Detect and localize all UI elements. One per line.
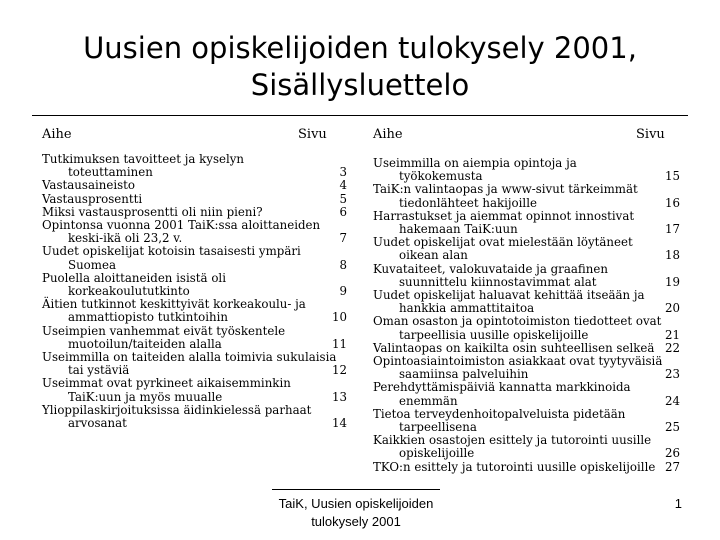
toc-entry bbox=[373, 355, 683, 381]
toc-topic-line: Vastausprosentti bbox=[42, 191, 143, 206]
toc-topic-line: Harrastukset ja aiemmat opinnot innostivat bbox=[373, 208, 635, 223]
toc-entry bbox=[42, 193, 350, 206]
footer-line-2: tulokysely 2001 bbox=[311, 514, 401, 529]
toc-entry bbox=[373, 408, 683, 434]
toc-page-number: 13 bbox=[331, 389, 347, 404]
toc-topic-line: Opintoasiaintoimiston asiakkaat ovat tyytyväisiä bbox=[373, 354, 663, 369]
toc-page-number: 6 bbox=[339, 204, 347, 219]
toc-topic bbox=[42, 179, 350, 192]
toc-entry bbox=[42, 179, 350, 192]
toc-topic-line: Ylioppilaskirjoituksissa äidinkielessä parhaat bbox=[42, 402, 312, 417]
toc-entry bbox=[42, 404, 350, 430]
toc-entry bbox=[42, 298, 350, 324]
toc-topic-line: Uudet opiskelijat kotoisin tasaisesti ympäri bbox=[42, 244, 301, 259]
toc-topic-line: TaiK:n valintaopas ja www-sivut tärkeimmät bbox=[373, 182, 638, 197]
toc-topic-line: Valintaopas on kaikilta osin suhteellisen selkeä bbox=[373, 340, 655, 355]
toc-topic-continuation: hakemaan TaiK:uun bbox=[399, 222, 518, 237]
toc-topic-continuation: tiedonlähteet hakijoille bbox=[399, 195, 537, 210]
toc-page-number: 8 bbox=[339, 257, 347, 272]
title-line-1: Uusien opiskelijoiden tulokysely 2001, bbox=[83, 31, 637, 65]
toc-topic-line: Uudet opiskelijat haluavat kehittää itseään ja bbox=[373, 288, 645, 303]
toc-page-number: 27 bbox=[664, 459, 680, 474]
toc-topic-line: Vastausaineisto bbox=[42, 178, 136, 193]
toc-topic bbox=[42, 153, 350, 179]
toc-topic bbox=[42, 377, 350, 403]
toc-topic bbox=[373, 434, 683, 460]
left-topic-header: Aihe bbox=[42, 127, 72, 142]
toc-topic-line: Opintonsa vuonna 2001 TaiK:ssa aloittaneiden bbox=[42, 218, 321, 233]
right-contents-list bbox=[373, 157, 683, 474]
toc-topic-continuation: muotoilun/taiteiden alalla bbox=[68, 336, 222, 351]
toc-topic bbox=[373, 355, 683, 381]
toc-topic-continuation: Suomea bbox=[68, 257, 116, 272]
toc-topic-line: Puolella aloittaneiden isistä oli bbox=[42, 270, 226, 285]
toc-topic bbox=[42, 193, 350, 206]
footer-line-1: TaiK, Uusien opiskelijoiden bbox=[278, 496, 434, 511]
toc-entry bbox=[373, 434, 683, 460]
toc-entry bbox=[42, 219, 350, 245]
toc-topic bbox=[373, 183, 683, 209]
title-line-2: Sisällysluettelo bbox=[250, 68, 470, 102]
toc-topic bbox=[373, 263, 683, 289]
toc-entry bbox=[373, 157, 683, 183]
toc-topic-line: Äitien tutkinnot keskittyivät korkeakoulu- ja bbox=[42, 297, 306, 312]
toc-page-number: 12 bbox=[331, 363, 347, 378]
toc-topic bbox=[42, 245, 350, 271]
toc-topic-continuation: saamiinsa palveluihin bbox=[399, 367, 529, 382]
toc-entry bbox=[373, 289, 683, 315]
toc-entry bbox=[373, 461, 683, 474]
toc-page-number: 3 bbox=[339, 165, 347, 180]
toc-page-number: 19 bbox=[664, 274, 680, 289]
toc-entry bbox=[42, 153, 350, 179]
toc-topic-continuation: tarpeellisena bbox=[399, 420, 477, 435]
toc-topic bbox=[373, 157, 683, 183]
toc-topic-continuation: arvosanat bbox=[68, 416, 127, 431]
toc-topic-continuation: korkeakoulututkinto bbox=[68, 284, 190, 299]
toc-page-number: 22 bbox=[664, 340, 680, 355]
toc-topic bbox=[42, 272, 350, 298]
toc-topic bbox=[42, 351, 350, 377]
toc-entry bbox=[42, 351, 350, 377]
toc-topic-line: Perehdyttämispäiviä kannatta markkinoida bbox=[373, 380, 631, 395]
toc-topic-continuation: enemmän bbox=[399, 393, 458, 408]
toc-topic-line: Useimpien vanhemmat eivät työskentele bbox=[42, 323, 286, 338]
toc-topic-continuation: TaiK:uun ja myös muualle bbox=[68, 389, 223, 404]
toc-page-number: 5 bbox=[339, 191, 347, 206]
page-title bbox=[0, 30, 720, 104]
toc-entry bbox=[42, 245, 350, 271]
toc-topic-line: Useimmilla on taiteiden alalla toimivia sukulaisia bbox=[42, 350, 337, 365]
toc-topic bbox=[373, 210, 683, 236]
toc-topic-line: Kaikkien osastojen esittely ja tutorointi uusille bbox=[373, 433, 652, 448]
toc-page-number: 24 bbox=[664, 393, 680, 408]
toc-topic-line: Miksi vastausprosentti oli niin pieni? bbox=[42, 204, 263, 219]
left-contents-list bbox=[42, 153, 350, 430]
toc-entry bbox=[373, 263, 683, 289]
toc-entry bbox=[42, 377, 350, 403]
toc-topic-line: Useimmilla on aiempia opintoja ja bbox=[373, 156, 577, 170]
toc-topic-line: TKO:n esittely ja tutorointi uusille opiskelijoille bbox=[373, 459, 656, 474]
toc-page-number: 20 bbox=[664, 301, 680, 316]
toc-page-number: 14 bbox=[331, 416, 347, 431]
toc-topic bbox=[373, 461, 683, 474]
toc-entry bbox=[42, 325, 350, 351]
right-page-header: Sivu bbox=[636, 127, 665, 142]
toc-entry bbox=[373, 236, 683, 262]
toc-topic-continuation: ammattiopisto tutkintoihin bbox=[68, 310, 228, 325]
toc-page-number: 16 bbox=[664, 195, 680, 210]
toc-page-number: 15 bbox=[664, 169, 680, 184]
toc-page-number: 26 bbox=[664, 446, 680, 461]
toc-page-number: 17 bbox=[664, 222, 680, 237]
toc-topic-line: Tutkimuksen tavoitteet ja kyselyn bbox=[42, 152, 245, 166]
toc-topic bbox=[42, 325, 350, 351]
toc-topic-line: Useimmat ovat pyrkineet aikaisemminkin bbox=[42, 376, 291, 391]
toc-entry bbox=[42, 272, 350, 298]
toc-page-number: 10 bbox=[331, 310, 347, 325]
toc-entry bbox=[373, 381, 683, 407]
toc-page-number: 25 bbox=[664, 420, 680, 435]
toc-page-number: 18 bbox=[664, 248, 680, 263]
toc-topic bbox=[373, 289, 683, 315]
toc-entry bbox=[373, 183, 683, 209]
toc-topic bbox=[373, 408, 683, 434]
toc-topic-line: Oman osaston ja opintotoimiston tiedotteet ovat bbox=[373, 314, 662, 329]
toc-page-number: 11 bbox=[331, 336, 347, 351]
toc-topic-continuation: opiskelijoille bbox=[399, 446, 475, 461]
toc-topic bbox=[42, 219, 350, 245]
toc-topic-line: Tietoa terveydenhoitopalveluista pidetään bbox=[373, 406, 626, 421]
footer-divider bbox=[272, 489, 440, 490]
toc-page-number: 9 bbox=[339, 284, 347, 299]
toc-topic bbox=[373, 381, 683, 407]
toc-topic bbox=[373, 236, 683, 262]
page-number: 1 bbox=[674, 496, 682, 511]
toc-topic-continuation: toteuttaminen bbox=[68, 165, 153, 180]
toc-topic-line: Uudet opiskelijat ovat mielestään löytäneet bbox=[373, 235, 633, 250]
toc-topic-continuation: hankkia ammattitaitoa bbox=[399, 301, 535, 316]
toc-topic-continuation: keski-ikä oli 23,2 v. bbox=[68, 231, 183, 246]
toc-topic-continuation: oikean alan bbox=[399, 248, 468, 263]
toc-page-number: 4 bbox=[339, 178, 347, 193]
toc-entry bbox=[373, 315, 683, 341]
toc-topic-line: Kuvataiteet, valokuvataide ja graafinen bbox=[373, 261, 608, 276]
toc-topic-continuation: työkokemusta bbox=[399, 169, 483, 184]
left-page-header: Sivu bbox=[298, 127, 327, 142]
title-divider bbox=[32, 115, 688, 116]
right-topic-header: Aihe bbox=[373, 127, 403, 142]
toc-topic bbox=[42, 298, 350, 324]
toc-page-number: 7 bbox=[339, 231, 347, 246]
toc-topic bbox=[42, 404, 350, 430]
toc-topic bbox=[373, 315, 683, 341]
toc-page-number: 23 bbox=[664, 367, 680, 382]
toc-entry bbox=[373, 210, 683, 236]
toc-topic-continuation: tarpeellisia uusille opiskelijoille bbox=[399, 327, 589, 342]
footer bbox=[250, 495, 462, 531]
toc-topic-continuation: tai ystäviä bbox=[68, 363, 130, 378]
toc-topic-continuation: suunnittelu kiinnostavimmat alat bbox=[399, 274, 597, 289]
toc-page-number: 21 bbox=[664, 327, 680, 342]
